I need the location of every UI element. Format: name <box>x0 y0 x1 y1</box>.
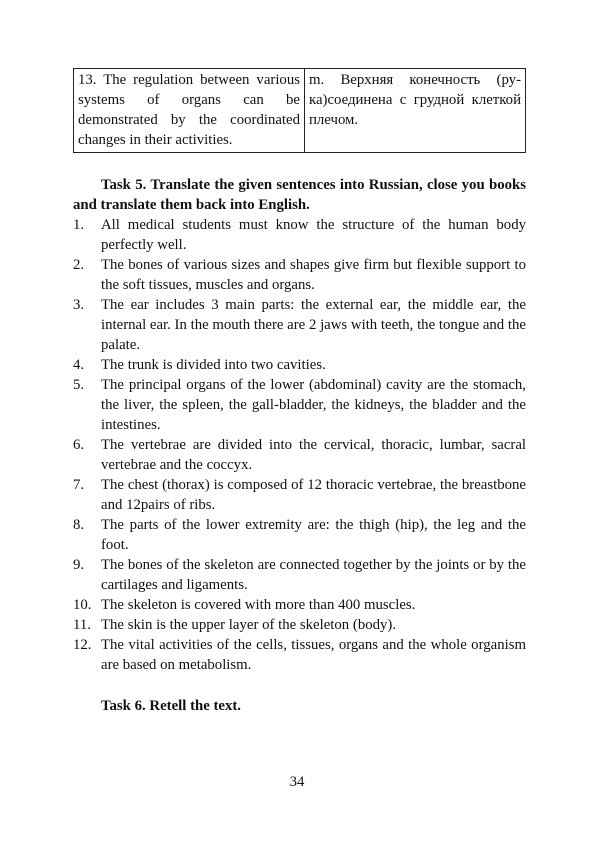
list-item <box>73 515 526 555</box>
list-item <box>73 615 526 635</box>
list-item <box>73 255 526 295</box>
item-text: The principal organs of the lower (abdominal) cavity are the stomach, the liver, the spleen, the gall-bladder, the kidneys, the bladder and the intestines. <box>101 377 526 433</box>
item-text: The trunk is divided into two cavities. <box>101 357 326 373</box>
item-text: The vital activities of the cells, tissues, organs and the whole organism are based on metabolism. <box>101 637 526 673</box>
list-item <box>73 595 526 615</box>
item-text: The bones of various sizes and shapes give firm but flexible support to the soft tissues, muscles and organs. <box>101 257 526 293</box>
task5-sentence-list <box>73 215 526 675</box>
list-item <box>73 295 526 355</box>
matching-table <box>73 68 526 153</box>
table-row <box>74 69 526 153</box>
item-number: 1. <box>73 217 85 233</box>
table-cell-russian: m. Верхняя конечность (рука)соединена с грудной клеткой плечом. <box>305 69 526 153</box>
item-number: 4. <box>73 357 85 373</box>
item-number: 7. <box>73 477 85 493</box>
list-item <box>73 215 526 255</box>
list-item <box>73 475 526 515</box>
item-number: 12. <box>73 637 92 653</box>
item-number: 2. <box>73 257 85 273</box>
page-content <box>73 68 526 716</box>
table-cell-english: 13. The regulation between various systems of organs can be demonstrated by the coordinated changes in their activities. <box>74 69 305 153</box>
item-text: The bones of the skeleton are connected together by the joints or by the cartilages and ligaments. <box>101 557 526 593</box>
item-text: The ear includes 3 main parts: the external ear, the middle ear, the internal ear. In the mouth there are 2 jaws with teeth, the tongue and the palate. <box>101 297 526 353</box>
item-text: The skeleton is covered with more than 400 muscles. <box>101 597 416 613</box>
item-number: 9. <box>73 557 85 573</box>
list-item <box>73 555 526 595</box>
list-item <box>73 435 526 475</box>
item-text: The vertebrae are divided into the cervical, thoracic, lumbar, sacral vertebrae and the coccyx. <box>101 437 526 473</box>
item-number: 11. <box>73 617 91 633</box>
item-number: 10. <box>73 597 92 613</box>
task5-heading: Task 5. Translate the given sentences into Russian, close you books and translate them back into English. <box>73 177 526 213</box>
item-text: The chest (thorax) is composed of 12 thoracic vertebrae, the breastbone and 12pairs of ribs. <box>101 477 526 513</box>
item-number: 5. <box>73 377 85 393</box>
list-item <box>73 355 526 375</box>
task6-heading: Task 6. Retell the text. <box>101 698 242 714</box>
list-item <box>73 635 526 675</box>
item-text: The parts of the lower extremity are: the thigh (hip), the leg and the foot. <box>101 517 526 553</box>
page-number: 34 <box>289 774 305 790</box>
item-number: 3. <box>73 297 85 313</box>
item-text: All medical students must know the structure of the human body perfectly well. <box>101 217 526 253</box>
item-text: The skin is the upper layer of the skeleton (body). <box>101 617 397 633</box>
item-number: 8. <box>73 517 85 533</box>
item-number: 6. <box>73 437 85 453</box>
list-item <box>73 375 526 435</box>
